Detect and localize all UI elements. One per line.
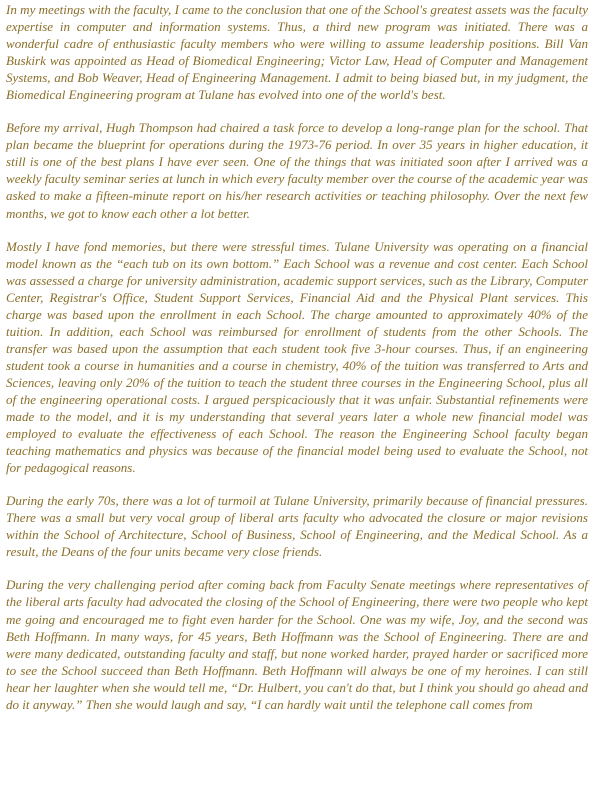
paragraph-long-range-plan: Before my arrival, Hugh Thompson had chaired a task force to develop a long-range plan for the school. That plan became the blueprint for operations during the 1973-76 period. In over 35 years in higher education, it still is one of the best plans I have ever seen. One of the things that was initiated soon after I arrived was a weekly faculty seminar series at lunch in which every faculty member over the course of the academic year was asked to make a fifteen-minute report on his/her research activities or teaching philosophy. Over the next few months, we got to know each other a lot better. <box>6 120 588 221</box>
paragraph-turmoil: During the early 70s, there was a lot of turmoil at Tulane University, primarily because of financial pressures. There was a small but very vocal group of liberal arts faculty who advocated the closure or major revisions within the School of Architecture, School of Business, School of Engineering, and the Medical School. As a result, the Deans of the four units became very close friends. <box>6 493 588 560</box>
paragraph-faculty-expertise: In my meetings with the faculty, I came to the conclusion that one of the School's greatest assets was the faculty expertise in computer and information systems. Thus, a third new program was initiated. There was a wonderful cadre of enthusiastic faculty members who were willing to assume leadership positions. Bill Van Buskirk was appointed as Head of Biomedical Engineering; Victor Law, Head of Computer and Management Systems, and Bob Weaver, Head of Engineering Management. I admit to being biased but, in my judgment, the Biomedical Engineering program at Tulane has evolved into one of the world's best. <box>6 2 588 103</box>
paragraph-beth-hoffmann: During the very challenging period after coming back from Faculty Senate meetings where representatives of the liberal arts faculty had advocated the closing of the School of Engineering, there were two people who kept me going and encouraged me to fight even harder for the School. One was my wife, Joy, and the second was Beth Hoffmann. In many ways, for 45 years, Beth Hoffmann was the School of Engineering. There are and were many dedicated, outstanding faculty and staff, but none worked harder, prayed harder or sacrificed more to see the School succeed than Beth Hoffmann. Beth Hoffmann will always be one of my heroines. I can still hear her laughter when she would tell me, “Dr. Hulbert, you can't do that, but I think you should go ahead and do it anyway.” Then she would laugh and say, “I can hardly wait until the telephone call comes from <box>6 577 588 712</box>
paragraph-financial-model: Mostly I have fond memories, but there were stressful times. Tulane University was operating on a financial model known as the “each tub on its own bottom.” Each School was a revenue and cost center. Each School was assessed a charge for university administration, academic support services, such as the Library, Computer Center, Registrar's Office, Student Support Services, Financial Aid and the Physical Plant services. This charge was based upon the enrollment in each School. The charge amounted to approximately 40% of the tuition. In addition, each School was reimbursed for enrollment of students from the other Schools. The transfer was based upon the assumption that each student took five 3-hour courses. Thus, if an engineering student took a course in humanities and a course in chemistry, 40% of the tuition was transferred to Arts and Sciences, leaving only 20% of the tuition to teach the student three courses in the Engineering School, plus all of the engineering operational costs. I argued perspicaciously that it was unfair. Substantial refinements were made to the model, and it is my understanding that several years later a whole new financial model was employed to evaluate the effectiveness of each School. The reason the Engineering School faculty began teaching mathematics and physics was because of the financial model being used to evaluate the School, not for pedagogical reasons. <box>6 238 588 476</box>
